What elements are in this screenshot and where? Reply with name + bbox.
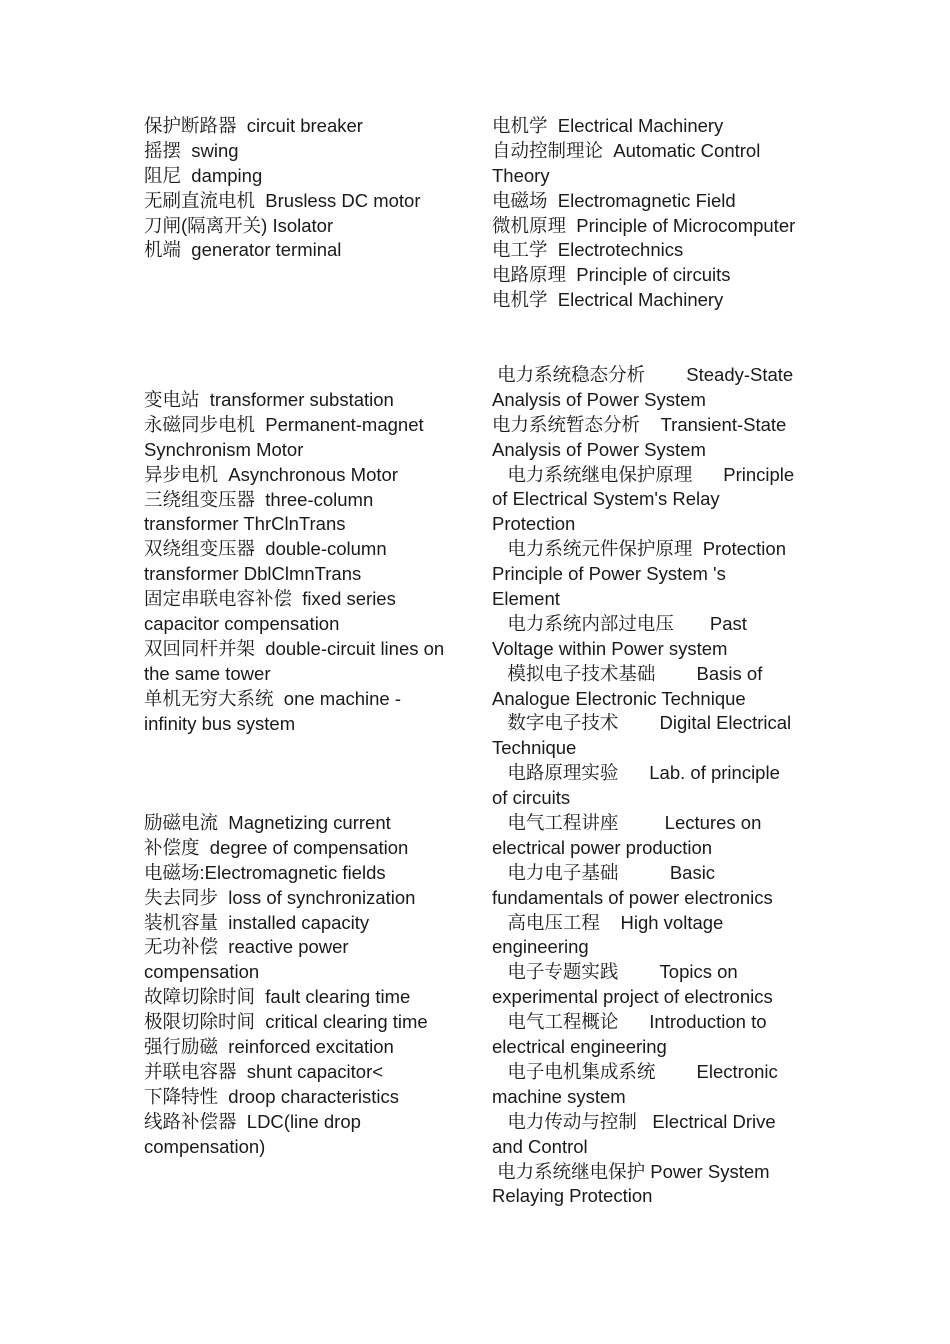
term-line: Analysis of Power System — [492, 438, 706, 460]
term-line: Principle of Power System 's — [492, 563, 726, 585]
term-line: 电子电机集成系统 Electronic — [492, 1060, 778, 1082]
right-group-1 — [492, 114, 812, 313]
term-line: 高电压工程 High voltage — [492, 911, 724, 933]
term-line: 数字电子技术 Digital Electrical — [492, 712, 792, 734]
term-line: Technique — [492, 737, 577, 759]
term-line: 电路原理 Principle of circuits — [492, 264, 731, 286]
term-line: 电力系统内部过电压 Past — [492, 612, 747, 634]
term-line: transformer ThrClnTrans — [144, 513, 346, 535]
term-line: Voltage within Power system — [492, 637, 728, 659]
term-line: Synchronism Motor — [144, 438, 304, 460]
term-line: 自动控制理论 Automatic Control — [492, 139, 761, 161]
term-line: of Electrical System's Relay — [492, 488, 720, 510]
term-line: 线路补偿器 LDC(line drop — [144, 1110, 361, 1132]
term-line: of circuits — [492, 787, 571, 809]
term-line: compensation) — [144, 1135, 266, 1157]
term-line: infinity bus system — [144, 712, 296, 734]
term-line: 机端 generator terminal — [144, 239, 342, 261]
term-line: 电机学 Electrical Machinery — [492, 115, 724, 136]
term-line: 无刷直流电机 Brusless DC motor — [144, 189, 421, 211]
term-line: 阻尼 damping — [144, 164, 263, 186]
term-line: 极限切除时间 critical clearing time — [144, 1011, 428, 1033]
term-line: 电力系统继电保护 Power System — [492, 1160, 770, 1182]
term-line: 模拟电子技术基础 Basis of — [492, 662, 763, 684]
term-line: 微机原理 Principle of Microcomputer — [492, 214, 796, 236]
term-line: 双绕组变压器 double-column — [144, 538, 387, 560]
term-line: 变电站 transformer substation — [144, 389, 394, 410]
term-line: 摇摆 swing — [144, 139, 239, 161]
term-line: Element — [492, 588, 560, 610]
right-group-2 — [492, 363, 812, 1209]
term-line: 无功补偿 reactive power — [144, 936, 349, 958]
term-line: engineering — [492, 936, 589, 958]
term-line: 电力电子基础 Basic — [492, 861, 716, 883]
term-line: 永磁同步电机 Permanent-magnet — [144, 413, 424, 435]
term-line: fundamentals of power electronics — [492, 886, 773, 908]
term-line: Analogue Electronic Technique — [492, 687, 746, 709]
term-line: electrical engineering — [492, 1036, 667, 1058]
term-line: 电磁场 Electromagnetic Field — [492, 189, 736, 211]
term-line: 强行励磁 reinforced excitation — [144, 1036, 394, 1058]
term-line: 电气工程讲座 Lectures on — [492, 812, 762, 834]
term-line: 刀闸(隔离开关) Isolator — [144, 214, 334, 236]
term-line: 电力传动与控制 Electrical Drive — [492, 1110, 776, 1132]
term-line: 电力系统暂态分析 Transient-State — [492, 413, 787, 435]
term-line: 并联电容器 shunt capacitor< — [144, 1060, 384, 1082]
term-line: 电机学 Electrical Machinery — [492, 289, 724, 311]
term-line: 电力系统元件保护原理 Protection — [492, 538, 786, 560]
term-line: 三绕组变压器 three-column — [144, 488, 374, 510]
term-line: 故障切除时间 fault clearing time — [144, 986, 411, 1008]
term-line: Analysis of Power System — [492, 388, 706, 410]
left-group-3 — [144, 811, 464, 1159]
term-line: 电磁场:Electromagnetic fields — [144, 861, 386, 883]
term-line: 电路原理实验 Lab. of principle — [492, 762, 780, 784]
term-line: machine system — [492, 1085, 626, 1107]
term-line: 电子专题实践 Topics on — [492, 961, 738, 983]
term-line: 电工学 Electrotechnics — [492, 239, 684, 261]
term-line: 电气工程概论 Introduction to — [492, 1011, 767, 1033]
term-line: transformer DblClmnTrans — [144, 563, 362, 585]
term-line: 补偿度 degree of compensation — [144, 836, 409, 858]
term-line: 固定串联电容补偿 fixed series — [144, 588, 396, 610]
left-group-1 — [144, 114, 464, 263]
term-line: experimental project of electronics — [492, 986, 773, 1008]
left-group-2 — [144, 388, 464, 736]
term-line: 装机容量 installed capacity — [144, 911, 370, 933]
term-line: compensation — [144, 961, 260, 983]
term-line: 电力系统继电保护原理 Principle — [492, 463, 795, 485]
term-line: and Control — [492, 1135, 588, 1157]
term-line: 下降特性 droop characteristics — [144, 1085, 399, 1107]
term-line: 励磁电流 Magnetizing current — [144, 812, 391, 833]
term-line: Theory — [492, 164, 550, 186]
term-line: 双回同杆并架 double-circuit lines on — [144, 637, 445, 659]
term-line: capacitor compensation — [144, 613, 340, 635]
term-line: the same tower — [144, 662, 271, 684]
term-line: Relaying Protection — [492, 1185, 653, 1207]
term-line: 异步电机 Asynchronous Motor — [144, 463, 398, 485]
term-line: 失去同步 loss of synchronization — [144, 886, 416, 908]
term-line: 电力系统稳态分析 Steady-State — [492, 364, 794, 385]
term-line: electrical power production — [492, 836, 713, 858]
term-line: Protection — [492, 513, 576, 535]
term-line: 保护断路器 circuit breaker — [144, 115, 363, 136]
term-line: 单机无穷大系统 one machine - — [144, 687, 402, 709]
